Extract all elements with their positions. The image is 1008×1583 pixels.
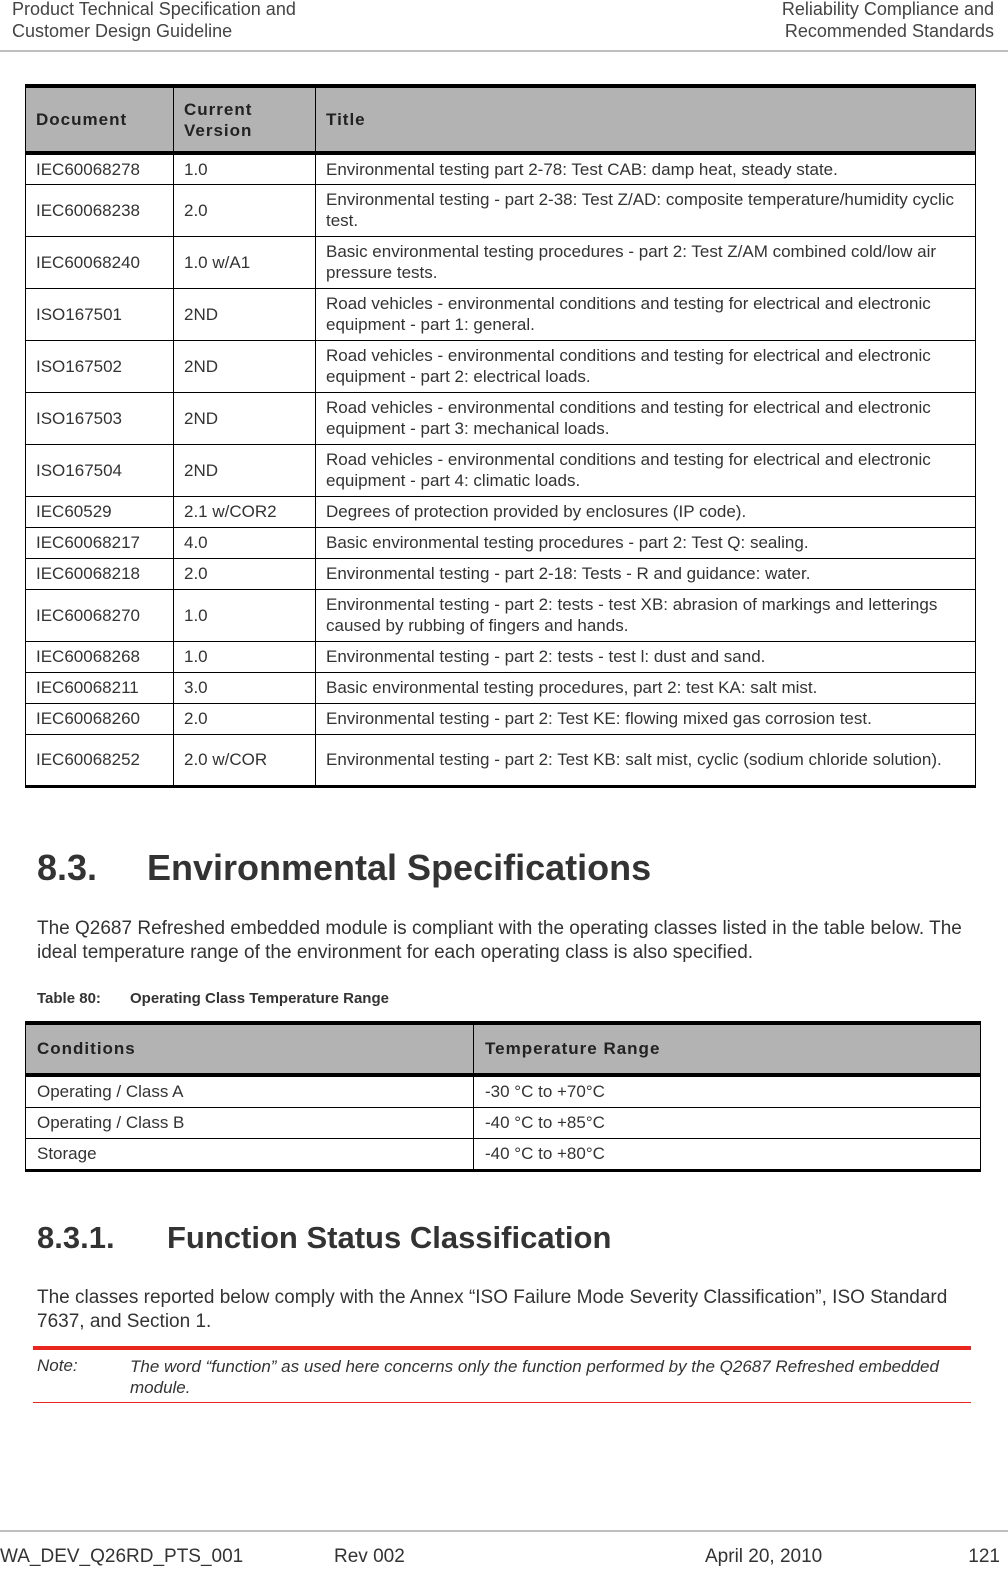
table-cell: Environmental testing - part 2-38: Test Z/AD: composite temperature/humidity cyclic test. xyxy=(316,184,976,236)
table-row xyxy=(26,236,976,288)
section-number: 8.3. xyxy=(37,847,98,888)
subsection-number: 8.3.1. xyxy=(37,1220,115,1255)
table-cell: 2.0 xyxy=(174,558,316,589)
table-cell: ISO167504 xyxy=(26,444,174,496)
table-cell: 2.0 xyxy=(174,703,316,734)
table-cell: -40 °C to +85°C xyxy=(474,1108,981,1139)
table-cell: -40 °C to +80°C xyxy=(474,1139,981,1171)
table-cell: -30 °C to +70°C xyxy=(474,1075,981,1108)
table-cell: ISO167503 xyxy=(26,392,174,444)
reference-standards-table xyxy=(25,84,976,788)
table-cell: Road vehicles - environmental conditions and testing for electrical and electronic equipment - part 3: mechanical loads. xyxy=(316,392,976,444)
note-text: The word “function” as used here concerns only the function performed by the Q2687 Refreshed embedded module. xyxy=(130,1357,939,1397)
table-header-row xyxy=(26,1023,981,1075)
table-header-row xyxy=(26,86,976,153)
table-cell: IEC60068268 xyxy=(26,641,174,672)
table-cell: IEC60068218 xyxy=(26,558,174,589)
table-row xyxy=(26,527,976,558)
table-cell: Environmental testing - part 2: tests - test XB: abrasion of markings and letterings caused by rubbing of fingers and hands. xyxy=(316,589,976,641)
table-row xyxy=(26,444,976,496)
table-caption xyxy=(37,990,389,1007)
table-cell: IEC60068211 xyxy=(26,672,174,703)
column-header-title: Title xyxy=(316,86,976,153)
table-cell: Operating / Class B xyxy=(26,1108,474,1139)
table-cell: Road vehicles - environmental conditions and testing for electrical and electronic equipment - part 2: electrical loads. xyxy=(316,340,976,392)
table-cell: ISO167501 xyxy=(26,288,174,340)
section-heading-8-3-1 xyxy=(37,1220,611,1256)
table-cell: Basic environmental testing procedures - part 2: Test Z/AM combined cold/low air pressure tests. xyxy=(316,236,976,288)
table-cell: Basic environmental testing procedures - part 2: Test Q: sealing. xyxy=(316,527,976,558)
table-row xyxy=(26,1139,981,1171)
table-row xyxy=(26,734,976,786)
header-right-line2: Recommended Standards xyxy=(784,21,994,41)
subsection-title: Function Status Classification xyxy=(167,1220,612,1255)
table-cell: Basic environmental testing procedures, part 2: test KA: salt mist. xyxy=(316,672,976,703)
table-row xyxy=(26,496,976,527)
table-cell: IEC60068252 xyxy=(26,734,174,786)
table-cell: Storage xyxy=(26,1139,474,1171)
table-row xyxy=(26,288,976,340)
column-header-current-version: Current Version xyxy=(174,86,316,153)
temperature-range-table xyxy=(25,1021,981,1172)
footer-page-number: 121 xyxy=(968,1546,1000,1567)
table-cell: Road vehicles - environmental conditions and testing for electrical and electronic equipment - part 4: climatic loads. xyxy=(316,444,976,496)
table-cell: IEC60529 xyxy=(26,496,174,527)
table-cell: IEC60068240 xyxy=(26,236,174,288)
page-header-left xyxy=(12,0,296,42)
table-row xyxy=(26,558,976,589)
table-cell: IEC60068238 xyxy=(26,184,174,236)
column-header-document: Document xyxy=(26,86,174,153)
table-cell: Operating / Class A xyxy=(26,1075,474,1108)
table-cell: 2.1 w/COR2 xyxy=(174,496,316,527)
table-cell: Environmental testing - part 2: tests - test l: dust and sand. xyxy=(316,641,976,672)
table-cell: 1.0 xyxy=(174,153,316,184)
table-caption-text: Operating Class Temperature Range xyxy=(130,990,389,1007)
table-cell: Environmental testing part 2-78: Test CAB: damp heat, steady state. xyxy=(316,153,976,184)
table-cell: Environmental testing - part 2-18: Tests - R and guidance: water. xyxy=(316,558,976,589)
table-cell: 2.0 xyxy=(174,184,316,236)
section-paragraph: The Q2687 Refreshed embedded module is compliant with the operating classes listed in the table below. The ideal temperature range of the environment for each operating class is also specified. xyxy=(37,918,962,963)
table-cell: Environmental testing - part 2: Test KB: salt mist, cyclic (sodium chloride solution). xyxy=(316,734,976,786)
subsection-paragraph: The classes reported below comply with the Annex “ISO Failure Mode Severity Classification”, ISO Standard 7637, and Section 1. xyxy=(37,1287,948,1332)
table-row xyxy=(26,703,976,734)
table-row xyxy=(26,340,976,392)
table-cell: 1.0 w/A1 xyxy=(174,236,316,288)
table-cell: 2.0 w/COR xyxy=(174,734,316,786)
table-cell: Environmental testing - part 2: Test KE: flowing mixed gas corrosion test. xyxy=(316,703,976,734)
table-row xyxy=(26,392,976,444)
table-cell: IEC60068270 xyxy=(26,589,174,641)
table-row xyxy=(26,1108,981,1139)
column-header-conditions: Conditions xyxy=(26,1023,474,1075)
table-row xyxy=(26,153,976,184)
header-left-line2: Customer Design Guideline xyxy=(12,21,233,41)
table-cell: IEC60068260 xyxy=(26,703,174,734)
table-cell: 3.0 xyxy=(174,672,316,703)
table-cell: ISO167502 xyxy=(26,340,174,392)
footer-revision: Rev 002 xyxy=(334,1546,405,1567)
table-cell: 1.0 xyxy=(174,589,316,641)
section-heading-8-3 xyxy=(37,847,651,889)
table-row xyxy=(26,672,976,703)
section-title: Environmental Specifications xyxy=(147,847,652,888)
header-divider xyxy=(0,50,1008,52)
table-cell: IEC60068217 xyxy=(26,527,174,558)
table-cell: 4.0 xyxy=(174,527,316,558)
page-header-right xyxy=(782,0,994,42)
note-box xyxy=(33,1346,971,1403)
table-cell: 2ND xyxy=(174,444,316,496)
table-row xyxy=(26,1075,981,1108)
table-cell: Road vehicles - environmental conditions and testing for electrical and electronic equipment - part 1: general. xyxy=(316,288,976,340)
note-label: Note: xyxy=(37,1356,78,1375)
footer-date: April 20, 2010 xyxy=(705,1546,823,1567)
column-header-temperature-range: Temperature Range xyxy=(474,1023,981,1075)
table-caption-label: Table 80: xyxy=(37,990,101,1007)
header-right-line1: Reliability Compliance and xyxy=(781,0,994,19)
table-cell: 2ND xyxy=(174,392,316,444)
table-row xyxy=(26,184,976,236)
table-cell: 2ND xyxy=(174,340,316,392)
header-left-line1: Product Technical Specification and xyxy=(12,0,296,19)
table-cell: 1.0 xyxy=(174,641,316,672)
table-cell: 2ND xyxy=(174,288,316,340)
table-row xyxy=(26,641,976,672)
footer-doc-id: WA_DEV_Q26RD_PTS_001 xyxy=(0,1546,244,1567)
table-cell: Degrees of protection provided by enclosures (IP code). xyxy=(316,496,976,527)
footer-divider xyxy=(0,1530,1008,1532)
table-row xyxy=(26,589,976,641)
table-cell: IEC60068278 xyxy=(26,153,174,184)
